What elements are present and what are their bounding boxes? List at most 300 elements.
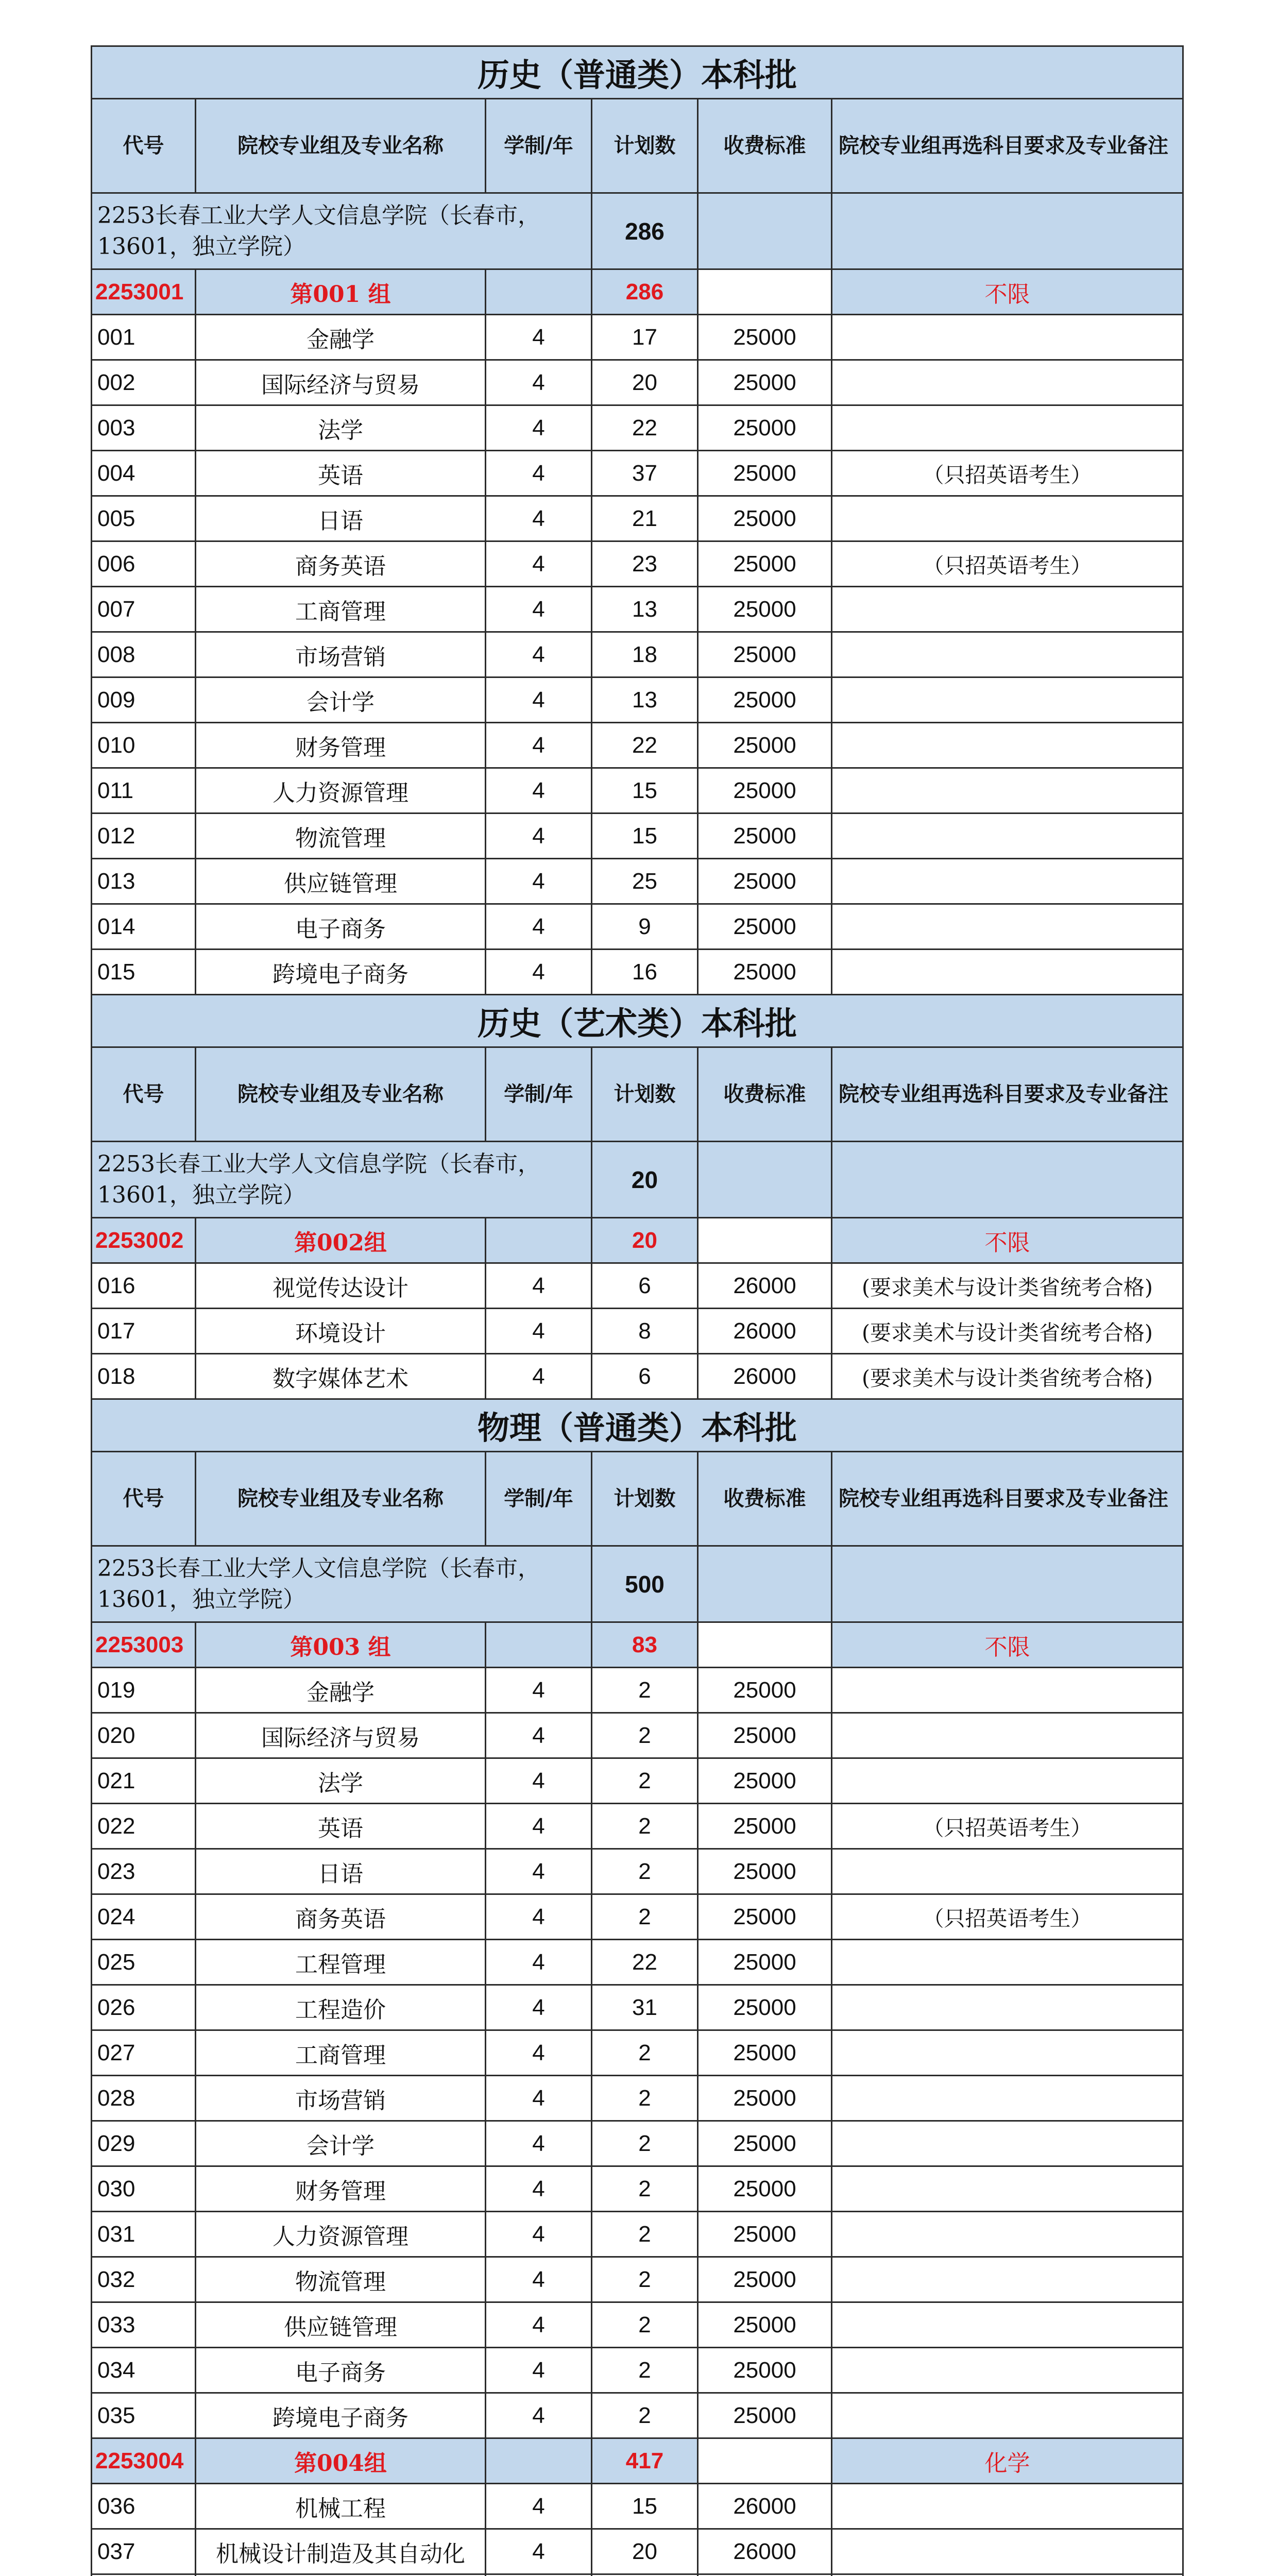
section-title-row [92,46,1183,99]
table-row [92,1804,1183,1849]
major-fee: 25000 [698,2393,832,2438]
table-row [92,1894,1183,1940]
major-plan: 2 [592,1894,698,1940]
table-row [92,2166,1183,2212]
major-fee: 25000 [698,1940,832,1985]
school-note-empty [832,1546,1183,1622]
school-note-empty [832,1142,1183,1218]
major-name [196,2574,486,2576]
school-name: 2253长春工业大学人文信息学院（长春市，13601，独立学院） [92,1142,592,1218]
section-title: 物理（普通类）本科批 [92,1399,1183,1452]
major-years: 4 [486,2529,592,2574]
major-name: 法学 [196,1758,486,1804]
table-row [92,2484,1183,2529]
major-years: 4 [486,1985,592,2030]
major-years: 4 [486,1758,592,1804]
table-row [92,2076,1183,2121]
group-name: 第003 组 [196,1622,486,1668]
major-fee: 25000 [698,587,832,632]
major-plan: 21 [592,496,698,541]
section-title: 历史（普通类）本科批 [92,46,1183,99]
major-plan: 6 [592,1263,698,1309]
group-fee-empty [698,1218,832,1263]
major-plan: 2 [592,2348,698,2393]
major-fee: 26000 [698,1354,832,1399]
major-plan: 13 [592,587,698,632]
table-row [92,315,1183,360]
major-fee: 25000 [698,360,832,405]
major-code: 011 [92,768,196,814]
major-plan: 20 [592,360,698,405]
table-row [92,2574,1183,2576]
group-years-empty [486,269,592,315]
major-note [832,632,1183,677]
major-years: 4 [486,723,592,768]
major-note: (要求美术与设计类省统考合格) [832,1354,1183,1399]
major-fee: 25000 [698,723,832,768]
table-row [92,723,1183,768]
major-name: 国际经济与贸易 [196,360,486,405]
major-code: 009 [92,677,196,723]
major-name: 供应链管理 [196,2302,486,2348]
table-row [92,1354,1183,1399]
major-years: 4 [486,859,592,904]
group-row [92,1622,1183,1668]
header-note: 院校专业组再选科目要求及专业备注 [832,99,1183,193]
header-years: 学制/年 [486,1452,592,1546]
table-row [92,2030,1183,2076]
header-years: 学制/年 [486,1047,592,1142]
major-years [486,2574,592,2576]
group-fee-empty [698,2438,832,2484]
major-code: 005 [92,496,196,541]
table-row [92,1849,1183,1894]
major-plan: 9 [592,904,698,950]
group-name: 第004组 [196,2438,486,2484]
major-name: 财务管理 [196,723,486,768]
major-plan: 2 [592,2212,698,2257]
table-row [92,587,1183,632]
major-years: 4 [486,541,592,587]
school-total: 500 [592,1546,698,1622]
school-name: 2253长春工业大学人文信息学院（长春市，13601，独立学院） [92,193,592,269]
major-plan: 6 [592,1354,698,1399]
school-row [92,1546,1183,1622]
major-code: 026 [92,1985,196,2030]
major-name: 市场营销 [196,632,486,677]
major-name: 跨境电子商务 [196,2393,486,2438]
major-code: 022 [92,1804,196,1849]
major-code: 021 [92,1758,196,1804]
header-code: 代号 [92,1452,196,1546]
major-plan: 2 [592,2076,698,2121]
group-requirement: 化学 [832,2438,1183,2484]
major-code: 037 [92,2529,196,2574]
major-code: 029 [92,2121,196,2166]
major-plan: 2 [592,2121,698,2166]
major-name: 工程造价 [196,1985,486,2030]
major-name: 工商管理 [196,587,486,632]
table-row [92,2529,1183,2574]
group-code: 2253003 [92,1622,196,1668]
major-plan: 2 [592,1758,698,1804]
major-plan: 2 [592,2257,698,2302]
major-plan: 2 [592,1668,698,1713]
major-plan: 2 [592,2302,698,2348]
table-row [92,1758,1183,1804]
major-code: 024 [92,1894,196,1940]
major-note [832,2212,1183,2257]
table-row [92,632,1183,677]
major-name: 机械设计制造及其自动化 [196,2529,486,2574]
major-years: 4 [486,360,592,405]
major-fee: 26000 [698,2529,832,2574]
group-requirement: 不限 [832,1218,1183,1263]
group-total: 286 [592,269,698,315]
major-name: 供应链管理 [196,859,486,904]
major-name: 商务英语 [196,541,486,587]
major-fee: 25000 [698,1713,832,1758]
major-note: (要求美术与设计类省统考合格) [832,1309,1183,1354]
group-total: 417 [592,2438,698,2484]
major-name: 英语 [196,1804,486,1849]
major-fee: 25000 [698,1849,832,1894]
major-note [832,1713,1183,1758]
header-name: 院校专业组及专业名称 [196,99,486,193]
major-code: 008 [92,632,196,677]
major-code: 018 [92,1354,196,1399]
major-fee: 25000 [698,315,832,360]
major-plan: 15 [592,768,698,814]
major-fee: 25000 [698,632,832,677]
table-row [92,768,1183,814]
group-row [92,2438,1183,2484]
major-plan: 22 [592,405,698,451]
major-note [832,405,1183,451]
table-row [92,1668,1183,1713]
table-row [92,451,1183,496]
major-code: 006 [92,541,196,587]
table-row [92,2302,1183,2348]
group-fee-empty [698,1622,832,1668]
major-fee: 25000 [698,950,832,995]
header-fee: 收费标准 [698,99,832,193]
major-fee: 25000 [698,2121,832,2166]
major-plan: 31 [592,1985,698,2030]
major-name: 人力资源管理 [196,2212,486,2257]
major-note [832,360,1183,405]
section-title-row [92,1399,1183,1452]
major-code: 012 [92,814,196,859]
major-years: 4 [486,1309,592,1354]
major-name: 会计学 [196,677,486,723]
major-name: 电子商务 [196,2348,486,2393]
table-row [92,904,1183,950]
major-fee: 25000 [698,814,832,859]
group-fee-empty [698,269,832,315]
table-row [92,2121,1183,2166]
major-plan: 25 [592,859,698,904]
major-fee: 25000 [698,541,832,587]
header-row [92,1452,1183,1546]
major-code: 013 [92,859,196,904]
school-fee-empty [698,1142,832,1218]
major-fee: 25000 [698,1668,832,1713]
table-row [92,2393,1183,2438]
major-years: 4 [486,950,592,995]
major-name: 工程管理 [196,1940,486,1985]
major-years: 4 [486,904,592,950]
major-years: 4 [486,2030,592,2076]
major-code: 017 [92,1309,196,1354]
table-row [92,677,1183,723]
major-years: 4 [486,2076,592,2121]
major-note [832,2529,1183,2574]
major-years: 4 [486,2257,592,2302]
major-note [832,2121,1183,2166]
major-name: 工商管理 [196,2030,486,2076]
major-years: 4 [486,814,592,859]
major-code: 020 [92,1713,196,1758]
group-code: 2253004 [92,2438,196,2484]
school-total: 286 [592,193,698,269]
major-years: 4 [486,451,592,496]
header-row [92,99,1183,193]
group-years-empty [486,1218,592,1263]
major-code: 025 [92,1940,196,1985]
major-name: 视觉传达设计 [196,1263,486,1309]
major-note [832,1940,1183,1985]
major-plan: 17 [592,315,698,360]
major-fee: 26000 [698,2484,832,2529]
major-code: 016 [92,1263,196,1309]
table-row [92,1940,1183,1985]
header-note: 院校专业组再选科目要求及专业备注 [832,1047,1183,1142]
major-code: 033 [92,2302,196,2348]
header-name: 院校专业组及专业名称 [196,1047,486,1142]
major-years: 4 [486,2302,592,2348]
table-row [92,1713,1183,1758]
major-name: 物流管理 [196,814,486,859]
major-fee: 25000 [698,1758,832,1804]
header-name: 院校专业组及专业名称 [196,1452,486,1546]
group-name: 第002组 [196,1218,486,1263]
major-note [832,2166,1183,2212]
major-years: 4 [486,2393,592,2438]
major-plan: 2 [592,1804,698,1849]
major-note [832,1849,1183,1894]
major-plan: 22 [592,723,698,768]
major-years: 4 [486,677,592,723]
school-fee-empty [698,193,832,269]
major-fee: 26000 [698,1309,832,1354]
major-note [832,904,1183,950]
major-note [832,2257,1183,2302]
major-note: (要求美术与设计类省统考合格) [832,1263,1183,1309]
major-code: 035 [92,2393,196,2438]
major-plan: 2 [592,2030,698,2076]
table-row [92,360,1183,405]
group-code: 2253001 [92,269,196,315]
major-code: 003 [92,405,196,451]
major-note [832,587,1183,632]
major-fee: 25000 [698,677,832,723]
major-years: 4 [486,1849,592,1894]
major-plan: 18 [592,632,698,677]
table-row [92,2212,1183,2257]
major-fee: 25000 [698,2348,832,2393]
major-code: 002 [92,360,196,405]
major-note [832,2348,1183,2393]
major-code: 007 [92,587,196,632]
major-fee: 25000 [698,496,832,541]
major-code: 034 [92,2348,196,2393]
group-years-empty [486,2438,592,2484]
group-requirement: 不限 [832,1622,1183,1668]
major-name: 数字媒体艺术 [196,1354,486,1399]
table-row [92,541,1183,587]
major-plan: 8 [592,1309,698,1354]
table-row [92,1263,1183,1309]
major-fee: 25000 [698,2302,832,2348]
major-name: 物流管理 [196,2257,486,2302]
header-fee: 收费标准 [698,1452,832,1546]
major-years: 4 [486,315,592,360]
major-note [832,496,1183,541]
table-row [92,859,1183,904]
group-requirement: 不限 [832,269,1183,315]
group-row [92,1218,1183,1263]
major-years: 4 [486,2121,592,2166]
major-fee: 25000 [698,405,832,451]
group-total: 20 [592,1218,698,1263]
major-plan: 15 [592,814,698,859]
major-fee: 25000 [698,904,832,950]
header-code: 代号 [92,99,196,193]
group-code: 2253002 [92,1218,196,1263]
header-note: 院校专业组再选科目要求及专业备注 [832,1452,1183,1546]
major-plan: 20 [592,2529,698,2574]
group-total: 83 [592,1622,698,1668]
major-plan: 37 [592,451,698,496]
header-years: 学制/年 [486,99,592,193]
major-note [832,677,1183,723]
major-code: 031 [92,2212,196,2257]
major-name: 市场营销 [196,2076,486,2121]
school-total: 20 [592,1142,698,1218]
major-note: （只招英语考生） [832,1894,1183,1940]
major-note [832,2393,1183,2438]
table-row [92,2257,1183,2302]
major-note [832,2302,1183,2348]
major-note: （只招英语考生） [832,541,1183,587]
major-code: 014 [92,904,196,950]
table-row [92,1985,1183,2030]
major-fee: 25000 [698,2076,832,2121]
major-years: 4 [486,1940,592,1985]
major-years: 4 [486,632,592,677]
header-fee: 收费标准 [698,1047,832,1142]
major-fee: 25000 [698,2212,832,2257]
major-name: 金融学 [196,1668,486,1713]
major-years: 4 [486,1354,592,1399]
major-note [832,315,1183,360]
major-code: 036 [92,2484,196,2529]
major-note [832,2574,1183,2576]
major-years: 4 [486,1894,592,1940]
major-plan: 23 [592,541,698,587]
school-row [92,1142,1183,1218]
major-name: 环境设计 [196,1309,486,1354]
major-years: 4 [486,587,592,632]
major-years: 4 [486,1804,592,1849]
major-years: 4 [486,1263,592,1309]
table-row [92,496,1183,541]
major-code: 028 [92,2076,196,2121]
major-code: 004 [92,451,196,496]
section-title-row [92,995,1183,1047]
major-fee: 25000 [698,2166,832,2212]
major-years: 4 [486,2484,592,2529]
major-note: （只招英语考生） [832,451,1183,496]
major-fee [698,2574,832,2576]
major-name: 会计学 [196,2121,486,2166]
major-plan: 13 [592,677,698,723]
header-plan: 计划数 [592,1047,698,1142]
major-code: 023 [92,1849,196,1894]
major-years: 4 [486,496,592,541]
major-plan: 2 [592,1713,698,1758]
major-code: 019 [92,1668,196,1713]
major-note [832,768,1183,814]
major-plan: 16 [592,950,698,995]
table-row [92,405,1183,451]
table-row [92,950,1183,995]
school-row [92,193,1183,269]
major-fee: 25000 [698,859,832,904]
major-years: 4 [486,2348,592,2393]
major-code: 027 [92,2030,196,2076]
major-name: 财务管理 [196,2166,486,2212]
major-plan [592,2574,698,2576]
group-row [92,269,1183,315]
major-plan: 22 [592,1940,698,1985]
major-code: 015 [92,950,196,995]
major-code: 001 [92,315,196,360]
major-name: 日语 [196,1849,486,1894]
major-note [832,1668,1183,1713]
major-note [832,723,1183,768]
major-code: 010 [92,723,196,768]
section-title: 历史（艺术类）本科批 [92,995,1183,1047]
major-fee: 25000 [698,1804,832,1849]
major-name: 人力资源管理 [196,768,486,814]
major-note [832,2076,1183,2121]
major-years: 4 [486,1668,592,1713]
major-note [832,2030,1183,2076]
major-fee: 25000 [698,451,832,496]
header-code: 代号 [92,1047,196,1142]
major-name: 法学 [196,405,486,451]
table-row [92,2348,1183,2393]
major-name: 日语 [196,496,486,541]
group-name: 第001 组 [196,269,486,315]
major-code: 032 [92,2257,196,2302]
major-name: 英语 [196,451,486,496]
major-plan: 2 [592,2393,698,2438]
school-name: 2253长春工业大学人文信息学院（长春市，13601，独立学院） [92,1546,592,1622]
major-note [832,2484,1183,2529]
